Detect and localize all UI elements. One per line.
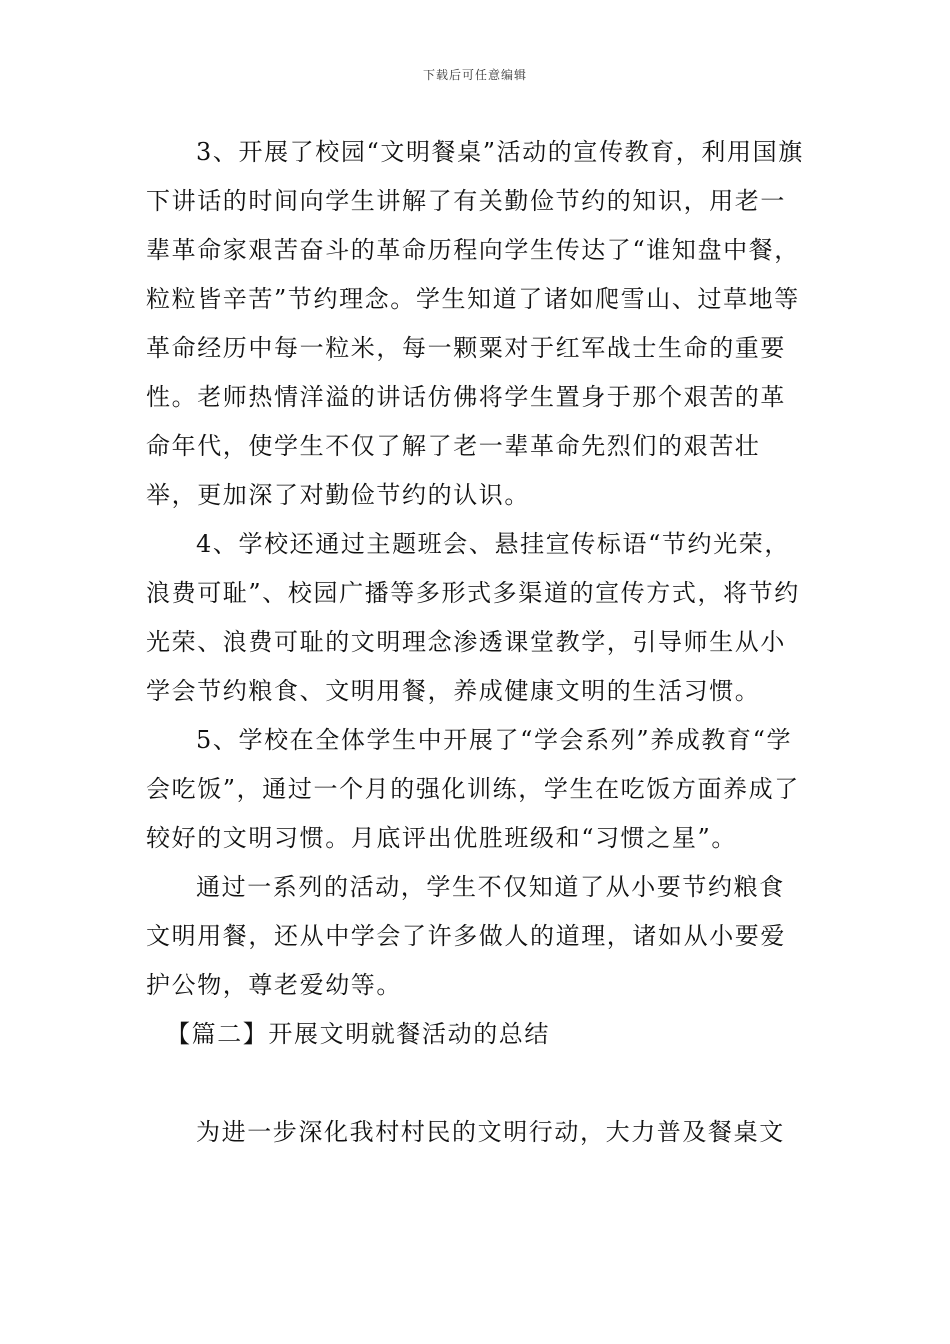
- header-note: 下载后可任意编辑: [422, 68, 527, 82]
- section-heading: 【篇二】开展文明就餐活动的总结: [166, 1020, 550, 1048]
- paragraph-3: 3、开展了校园“文明餐桌”活动的宣传教育，利用国旗下讲话的时间向学生讲解了有关勤俭节约的知识，用老一辈革命家艰苦奋斗的革命历程向学生传达了“谁知盘中餐，粒粒皆辛苦”节约理念。学生知道了诸如爬雪山、过草地等革命经历中每一粒米，每一颗粟对于红军战士生命的重要性。老师热情洋溢的讲话仿佛将学生置身于那个艰苦的革命年代，使学生不仅了解了老一辈革命先烈们的艰苦壮举，更加深了对勤俭节约的认识。: [146, 138, 804, 509]
- paragraph-intro: 为进一步深化我村村民的文明行动，大力普及餐桌文: [196, 1118, 785, 1146]
- paragraph-summary: 通过一系列的活动，学生不仅知道了从小要节约粮食文明用餐，还从中学会了许多做人的道理，诸如从小要爱护公物，尊老爱幼等。: [146, 873, 786, 999]
- section-spacer: [146, 1059, 810, 1108]
- paragraph-5: 5、学校在全体学生中开展了“学会系列”养成教育“学会吃饭”，通过一个月的强化训练，学生在吃饭方面养成了较好的文明习惯。月底评出优胜班级和“习惯之星”。: [146, 726, 800, 852]
- document-body: [146, 128, 810, 1157]
- paragraph-4: 4、学校还通过主题班会、悬挂宣传标语“节约光荣，浪费可耻”、校园广播等多形式多渠道的宣传方式，将节约光荣、浪费可耻的文明理念渗透课堂教学，引导师生从小学会节约粮食、文明用餐，养成健康文明的生活习惯。: [146, 530, 800, 705]
